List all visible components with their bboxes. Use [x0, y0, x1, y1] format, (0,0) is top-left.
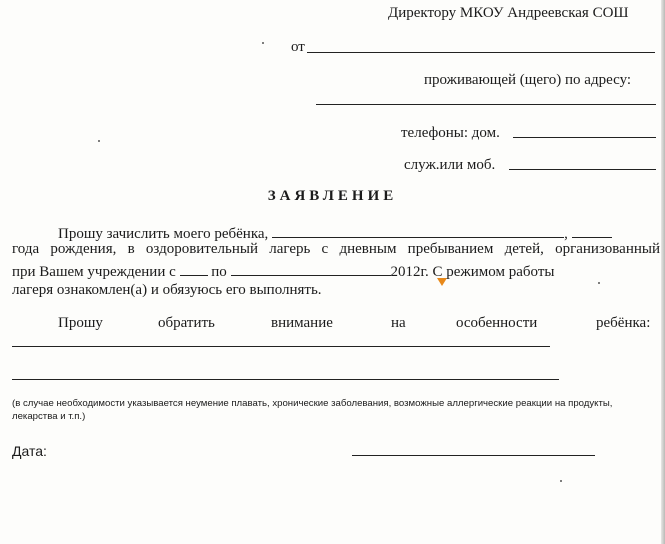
- attention-word-3: внимание: [271, 315, 333, 331]
- scan-speck: [98, 140, 100, 142]
- address-label: проживающей (щего) по адресу:: [424, 72, 632, 88]
- scan-speck: [560, 480, 562, 482]
- footnote-line-2: лекарства и т.п.): [12, 411, 86, 422]
- phone-work-label: служ.или моб.: [404, 157, 496, 173]
- address-field[interactable]: [316, 104, 656, 105]
- phone-work-field[interactable]: [509, 169, 656, 170]
- body-line-3-b: по: [211, 264, 227, 280]
- footnote-line-1: (в случае необходимости указывается неумение плавать, хронические заболевания, возможные аллергические реакции на продукты,: [12, 398, 613, 409]
- signature-date-field[interactable]: [352, 455, 595, 456]
- attention-word-2: обратить: [158, 315, 215, 331]
- child-name-field[interactable]: [272, 223, 564, 238]
- attention-word-1: Прошу: [58, 315, 103, 331]
- attention-word-4: на: [391, 315, 406, 331]
- body-line-2: года рождения, в оздоровительный лагерь с дневным пребыванием детей, организованный: [12, 241, 660, 257]
- page-edge-shadow: [661, 0, 665, 544]
- body-line-3: [12, 261, 555, 281]
- scan-speck: [262, 42, 264, 44]
- addressee: Директору МКОУ Андреевская СОШ: [388, 5, 629, 21]
- scan-speck: [598, 282, 600, 284]
- birth-year-field[interactable]: [572, 223, 612, 238]
- phone-home-label: телефоны: дом.: [401, 125, 500, 141]
- date-to-field[interactable]: [231, 261, 391, 276]
- phone-home-field[interactable]: [513, 137, 656, 138]
- from-label: от: [291, 39, 305, 55]
- special-needs-field-1[interactable]: [12, 346, 550, 347]
- body-line-4: лагеря ознакомлен(а) и обязуюсь его выполнять.: [12, 282, 322, 298]
- body-line-1-text: Прошу зачислить моего ребёнка,: [58, 226, 269, 242]
- attention-word-5: особенности: [456, 315, 538, 331]
- body-line-3-a: при Вашем учреждении с: [12, 264, 176, 280]
- date-label: Дата:: [12, 443, 47, 459]
- document-title: ЗАЯВЛЕНИЕ: [267, 188, 398, 204]
- from-field[interactable]: [307, 52, 655, 53]
- orange-marker: [437, 278, 447, 286]
- date-from-field[interactable]: [180, 261, 208, 276]
- body-line-1-comma: ,: [564, 226, 568, 242]
- special-needs-field-2[interactable]: [12, 379, 559, 380]
- attention-word-6: ребёнка:: [596, 315, 651, 331]
- body-line-3-c: 2012г. С режимом работы: [390, 264, 555, 280]
